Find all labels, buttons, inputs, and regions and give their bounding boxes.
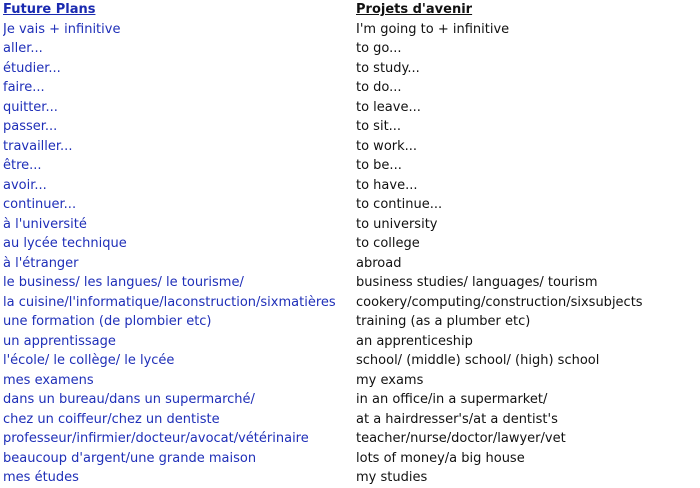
english-translation: business studies/ languages/ tourism [356,275,598,290]
table-row [3,332,697,352]
table-row [3,59,697,79]
table-row [3,351,697,371]
french-phrase: chez un coiffeur/chez un dentiste [3,411,220,427]
french-phrase: beaucoup d'argent/une grande maison [3,450,257,466]
french-phrase: continuer... [3,197,77,212]
english-translation: to work... [356,138,418,154]
english-translation: to college [356,236,420,251]
english-translation: school/ (middle) school/ (high) school [356,353,600,368]
english-translation: to leave... [356,99,421,115]
table-row [3,273,697,293]
french-phrase: étudier... [3,60,61,76]
table-row [3,449,697,469]
english-translation: training (as a plumber etc) [356,314,531,329]
english-translation: to sit... [356,119,402,134]
english-translation: to continue... [356,197,443,212]
french-phrase: Je vais + infinitive [3,21,121,37]
french-phrase: mes examens [3,372,94,388]
table-body [3,20,697,488]
english-translation: an apprenticeship [356,333,473,349]
table-row [3,39,697,59]
vocabulary-table [3,0,697,488]
english-translation: cookery/computing/construction/sixsubjects [356,294,643,310]
french-column-heading: Future Plans [3,2,96,17]
table-row [3,293,697,313]
english-translation: my studies [356,470,428,485]
table-row [3,215,697,235]
english-translation: to have... [356,177,418,193]
french-phrase: professeur/infirmier/docteur/avocat/vétérinaire [3,431,309,446]
table-row [3,429,697,449]
table-row [3,98,697,118]
french-phrase: passer... [3,119,58,134]
english-column-heading: Projets d'avenir [356,2,473,17]
french-phrase: à l'étranger [3,255,79,271]
french-phrase: avoir... [3,177,47,193]
table-row [3,78,697,98]
english-translation: lots of money/a big house [356,450,525,466]
english-translation: abroad [356,255,402,271]
table-row [3,312,697,332]
english-translation: teacher/nurse/doctor/lawyer/vet [356,431,566,446]
table-row [3,234,697,254]
french-phrase: travailler... [3,138,73,154]
french-phrase: faire... [3,80,45,95]
table-row [3,390,697,410]
english-translation: at a hairdresser's/at a dentist's [356,411,558,427]
french-phrase: être... [3,158,42,173]
french-phrase: au lycée technique [3,236,127,251]
french-phrase: un apprentissage [3,333,116,349]
french-phrase: le business/ les langues/ le tourisme/ [3,275,244,290]
table-row [3,137,697,157]
table-row [3,156,697,176]
english-translation: I'm going to + infinitive [356,21,510,37]
french-phrase: une formation (de plombier etc) [3,314,212,329]
english-translation: my exams [356,372,424,388]
table-header [3,0,697,20]
english-translation: to study... [356,60,420,76]
table-row [3,254,697,274]
english-translation: to be... [356,158,402,173]
table-row [3,20,697,40]
table-row [3,410,697,430]
french-phrase: mes études [3,470,79,485]
table-row [3,371,697,391]
table-row [3,195,697,215]
english-translation: to university [356,216,438,232]
french-phrase: l'école/ le collège/ le lycée [3,353,175,368]
english-translation: in an office/in a supermarket/ [356,392,548,407]
french-phrase: la cuisine/l'informatique/laconstruction/sixmatières [3,294,336,310]
table-row [3,117,697,137]
table-row [3,176,697,196]
english-translation: to do... [356,80,402,95]
french-phrase: quitter... [3,99,58,115]
french-phrase: dans un bureau/dans un supermarché/ [3,392,255,407]
english-translation: to go... [356,41,402,56]
french-phrase: à l'université [3,216,87,232]
french-phrase: aller... [3,41,43,56]
